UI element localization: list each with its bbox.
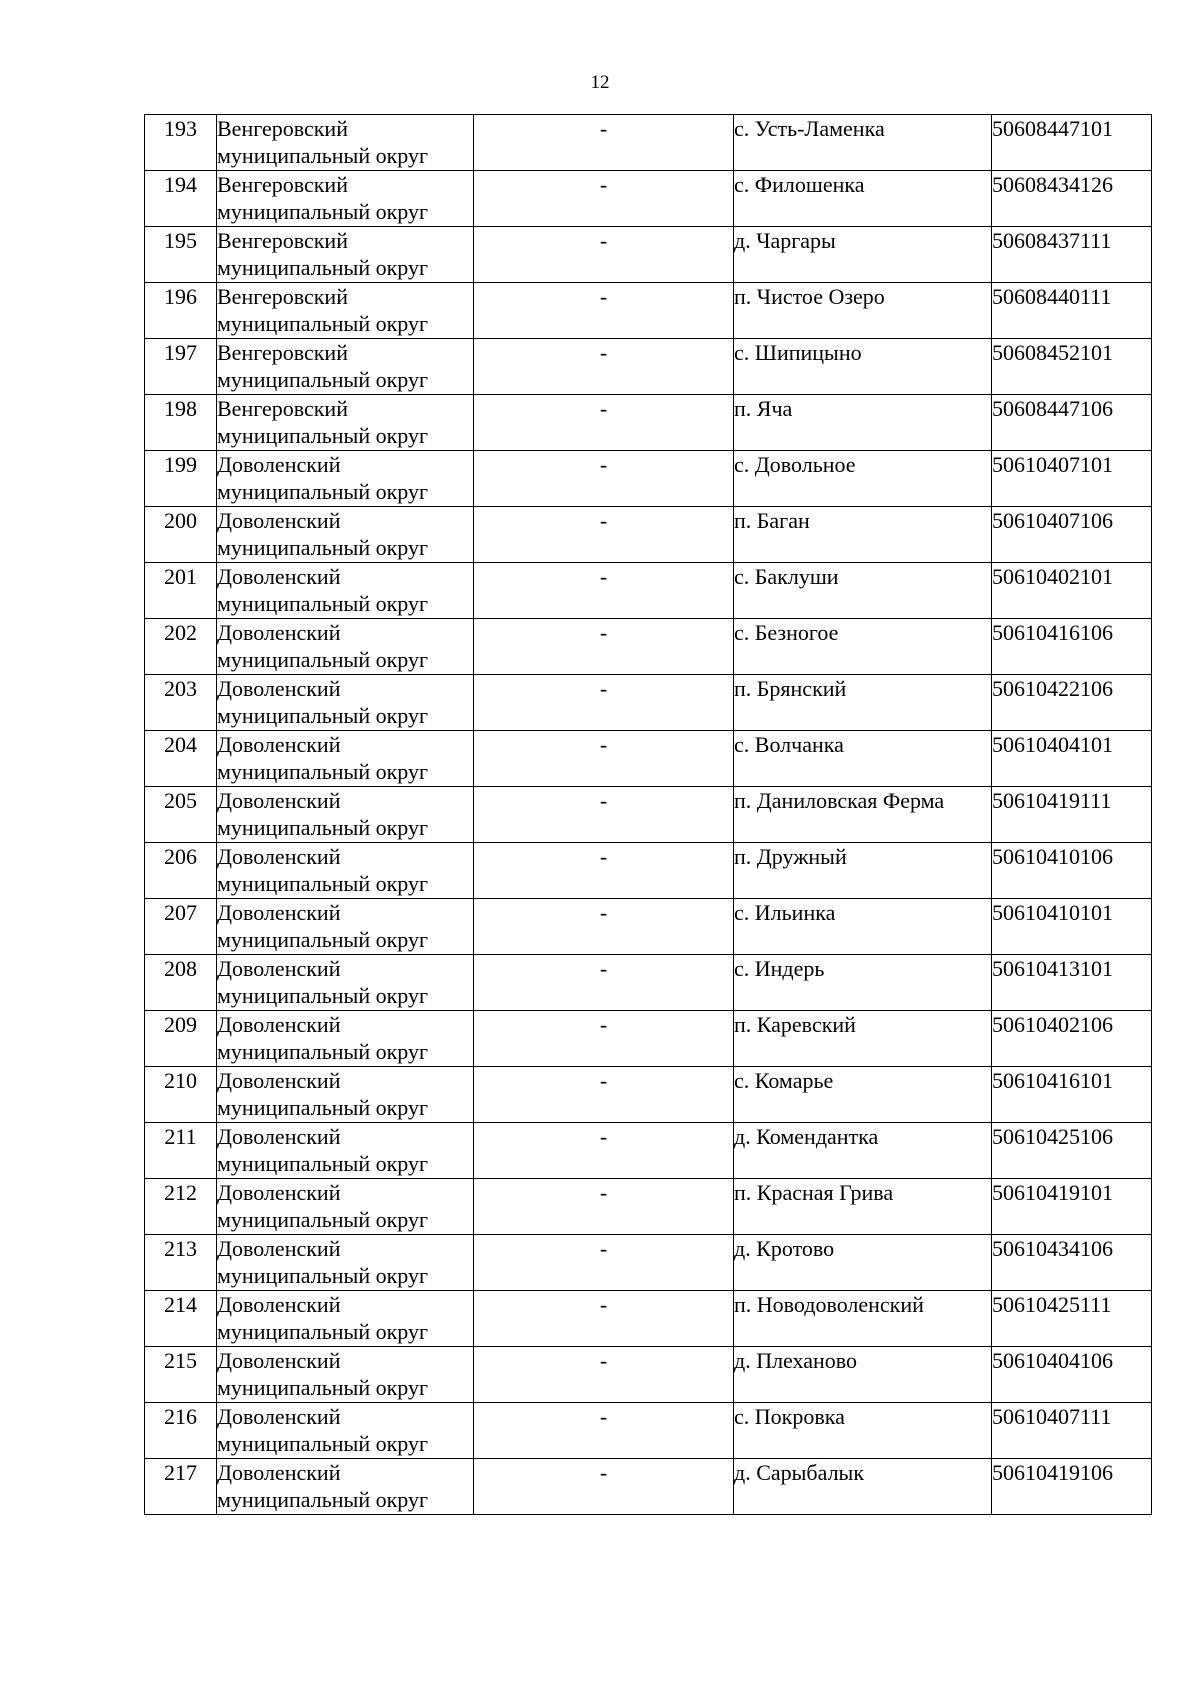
district-type: муниципальный округ [217, 199, 429, 224]
district-type: муниципальный округ [217, 1207, 429, 1232]
table-row [145, 731, 1152, 787]
district-cell [217, 1011, 474, 1067]
code-cell: 50610416101 [992, 1067, 1152, 1123]
row-number-cell: 216 [145, 1403, 217, 1459]
settlement-cell: п. Брянский [734, 675, 992, 731]
district-cell [217, 1067, 474, 1123]
dash-cell: - [474, 1123, 734, 1179]
table-row [145, 451, 1152, 507]
table-row [145, 675, 1152, 731]
table-row [145, 507, 1152, 563]
table-row [145, 1067, 1152, 1123]
district-name: Доволенский [217, 452, 341, 477]
row-number-cell: 195 [145, 227, 217, 283]
district-name: Доволенский [217, 1404, 341, 1429]
district-type: муниципальный округ [217, 591, 429, 616]
dash-cell: - [474, 1403, 734, 1459]
code-cell: 50610425111 [992, 1291, 1152, 1347]
settlement-cell: п. Красная Грива [734, 1179, 992, 1235]
code-cell: 50610416106 [992, 619, 1152, 675]
table-row [145, 1347, 1152, 1403]
table-row [145, 1011, 1152, 1067]
dash-cell: - [474, 1067, 734, 1123]
district-cell [217, 1123, 474, 1179]
row-number-cell: 203 [145, 675, 217, 731]
district-cell [217, 395, 474, 451]
dash-cell: - [474, 227, 734, 283]
table-body [145, 115, 1152, 1515]
code-cell: 50608437111 [992, 227, 1152, 283]
table-row [145, 843, 1152, 899]
district-type: муниципальный округ [217, 871, 429, 896]
table-row [145, 227, 1152, 283]
settlement-cell: д. Чаргары [734, 227, 992, 283]
dash-cell: - [474, 899, 734, 955]
district-cell [217, 1403, 474, 1459]
district-cell [217, 955, 474, 1011]
dash-cell: - [474, 787, 734, 843]
table-row [145, 115, 1152, 171]
row-number-cell: 211 [145, 1123, 217, 1179]
code-cell: 50610419106 [992, 1459, 1152, 1515]
code-cell: 50610410106 [992, 843, 1152, 899]
district-cell [217, 171, 474, 227]
table-row [145, 563, 1152, 619]
dash-cell: - [474, 1347, 734, 1403]
district-name: Доволенский [217, 1068, 341, 1093]
district-name: Венгеровский [217, 172, 348, 197]
code-cell: 50608447106 [992, 395, 1152, 451]
settlement-cell: п. Баган [734, 507, 992, 563]
table-row [145, 1123, 1152, 1179]
settlement-cell: с. Безногое [734, 619, 992, 675]
settlement-cell: п. Новодоволенский [734, 1291, 992, 1347]
district-name: Доволенский [217, 1348, 341, 1373]
row-number-cell: 200 [145, 507, 217, 563]
row-number-cell: 199 [145, 451, 217, 507]
row-number-cell: 197 [145, 339, 217, 395]
district-cell [217, 731, 474, 787]
row-number-cell: 210 [145, 1067, 217, 1123]
district-name: Доволенский [217, 788, 341, 813]
district-type: муниципальный округ [217, 311, 429, 336]
district-cell [217, 339, 474, 395]
dash-cell: - [474, 1179, 734, 1235]
district-name: Доволенский [217, 956, 341, 981]
table-row [145, 283, 1152, 339]
settlement-cell: с. Довольное [734, 451, 992, 507]
settlement-cell: с. Усть-Ламенка [734, 115, 992, 171]
settlement-cell: д. Кротово [734, 1235, 992, 1291]
row-number-cell: 209 [145, 1011, 217, 1067]
code-cell: 50610402106 [992, 1011, 1152, 1067]
district-type: муниципальный округ [217, 143, 429, 168]
table-row [145, 1179, 1152, 1235]
district-name: Доволенский [217, 1124, 341, 1149]
district-type: муниципальный округ [217, 647, 429, 672]
district-type: муниципальный округ [217, 1487, 429, 1512]
table-row [145, 1403, 1152, 1459]
row-number-cell: 201 [145, 563, 217, 619]
settlement-cell: с. Волчанка [734, 731, 992, 787]
district-type: муниципальный округ [217, 759, 429, 784]
district-name: Доволенский [217, 1236, 341, 1261]
code-cell: 50608452101 [992, 339, 1152, 395]
district-cell [217, 843, 474, 899]
page-number: 12 [590, 72, 610, 93]
code-cell: 50610404101 [992, 731, 1152, 787]
district-type: муниципальный округ [217, 703, 429, 728]
district-type: муниципальный округ [217, 927, 429, 952]
row-number-cell: 206 [145, 843, 217, 899]
district-type: муниципальный округ [217, 1039, 429, 1064]
district-type: муниципальный округ [217, 983, 429, 1008]
dash-cell: - [474, 283, 734, 339]
district-cell [217, 1291, 474, 1347]
district-type: муниципальный округ [217, 1319, 429, 1344]
dash-cell: - [474, 451, 734, 507]
district-type: муниципальный округ [217, 479, 429, 504]
table-row [145, 1459, 1152, 1515]
district-type: муниципальный округ [217, 255, 429, 280]
settlement-cell: д. Сарыбалык [734, 1459, 992, 1515]
district-type: муниципальный округ [217, 1095, 429, 1120]
settlement-cell: с. Покровка [734, 1403, 992, 1459]
code-cell: 50608440111 [992, 283, 1152, 339]
district-cell [217, 675, 474, 731]
district-cell [217, 899, 474, 955]
dash-cell: - [474, 619, 734, 675]
settlement-cell: п. Даниловская Ферма [734, 787, 992, 843]
district-name: Венгеровский [217, 284, 348, 309]
row-number-cell: 208 [145, 955, 217, 1011]
row-number-cell: 196 [145, 283, 217, 339]
table-row [145, 339, 1152, 395]
dash-cell: - [474, 843, 734, 899]
settlements-table [144, 114, 1152, 1515]
dash-cell: - [474, 563, 734, 619]
settlement-cell: с. Филошенка [734, 171, 992, 227]
district-type: муниципальный округ [217, 535, 429, 560]
code-cell: 50610434106 [992, 1235, 1152, 1291]
district-type: муниципальный округ [217, 1431, 429, 1456]
row-number-cell: 205 [145, 787, 217, 843]
code-cell: 50610407106 [992, 507, 1152, 563]
row-number-cell: 202 [145, 619, 217, 675]
row-number-cell: 198 [145, 395, 217, 451]
dash-cell: - [474, 1459, 734, 1515]
district-type: муниципальный округ [217, 1375, 429, 1400]
district-cell [217, 1235, 474, 1291]
code-cell: 50610407101 [992, 451, 1152, 507]
district-name: Доволенский [217, 1012, 341, 1037]
district-type: муниципальный округ [217, 423, 429, 448]
row-number-cell: 215 [145, 1347, 217, 1403]
dash-cell: - [474, 675, 734, 731]
district-type: муниципальный округ [217, 367, 429, 392]
row-number-cell: 193 [145, 115, 217, 171]
district-name: Доволенский [217, 732, 341, 757]
district-name: Венгеровский [217, 228, 348, 253]
district-cell [217, 619, 474, 675]
code-cell: 50610422106 [992, 675, 1152, 731]
district-name: Доволенский [217, 1292, 341, 1317]
dash-cell: - [474, 1291, 734, 1347]
dash-cell: - [474, 395, 734, 451]
table-row [145, 899, 1152, 955]
district-cell [217, 507, 474, 563]
district-cell [217, 451, 474, 507]
code-cell: 50610402101 [992, 563, 1152, 619]
district-name: Доволенский [217, 844, 341, 869]
dash-cell: - [474, 507, 734, 563]
table-row [145, 1235, 1152, 1291]
settlement-cell: п. Яча [734, 395, 992, 451]
district-name: Доволенский [217, 564, 341, 589]
dash-cell: - [474, 955, 734, 1011]
settlement-cell: с. Шипицыно [734, 339, 992, 395]
table-row [145, 395, 1152, 451]
district-name: Доволенский [217, 508, 341, 533]
dash-cell: - [474, 731, 734, 787]
dash-cell: - [474, 115, 734, 171]
row-number-cell: 212 [145, 1179, 217, 1235]
dash-cell: - [474, 1235, 734, 1291]
settlement-cell: с. Комарье [734, 1067, 992, 1123]
code-cell: 50610413101 [992, 955, 1152, 1011]
district-cell [217, 1179, 474, 1235]
dash-cell: - [474, 171, 734, 227]
settlement-cell: с. Индерь [734, 955, 992, 1011]
table-row [145, 1291, 1152, 1347]
district-name: Доволенский [217, 900, 341, 925]
settlement-cell: д. Плеханово [734, 1347, 992, 1403]
settlement-cell: п. Чистое Озеро [734, 283, 992, 339]
settlement-cell: п. Каревский [734, 1011, 992, 1067]
settlement-cell: д. Комендантка [734, 1123, 992, 1179]
code-cell: 50610425106 [992, 1123, 1152, 1179]
district-cell [217, 227, 474, 283]
table-row [145, 171, 1152, 227]
row-number-cell: 213 [145, 1235, 217, 1291]
district-name: Доволенский [217, 1460, 341, 1485]
district-type: муниципальный округ [217, 815, 429, 840]
code-cell: 50608447101 [992, 115, 1152, 171]
row-number-cell: 217 [145, 1459, 217, 1515]
settlement-cell: с. Баклуши [734, 563, 992, 619]
code-cell: 50610410101 [992, 899, 1152, 955]
dash-cell: - [474, 339, 734, 395]
row-number-cell: 214 [145, 1291, 217, 1347]
district-name: Венгеровский [217, 396, 348, 421]
dash-cell: - [474, 1011, 734, 1067]
code-cell: 50608434126 [992, 171, 1152, 227]
district-name: Доволенский [217, 620, 341, 645]
district-cell [217, 787, 474, 843]
row-number-cell: 204 [145, 731, 217, 787]
district-name: Доволенский [217, 676, 341, 701]
code-cell: 50610419111 [992, 787, 1152, 843]
district-cell [217, 1347, 474, 1403]
settlement-cell: с. Ильинка [734, 899, 992, 955]
settlement-cell: п. Дружный [734, 843, 992, 899]
district-name: Венгеровский [217, 340, 348, 365]
code-cell: 50610407111 [992, 1403, 1152, 1459]
district-cell [217, 1459, 474, 1515]
district-name: Доволенский [217, 1180, 341, 1205]
district-cell [217, 283, 474, 339]
district-type: муниципальный округ [217, 1151, 429, 1176]
district-name: Венгеровский [217, 116, 348, 141]
district-cell [217, 563, 474, 619]
code-cell: 50610404106 [992, 1347, 1152, 1403]
table-row [145, 955, 1152, 1011]
code-cell: 50610419101 [992, 1179, 1152, 1235]
table-row [145, 787, 1152, 843]
row-number-cell: 207 [145, 899, 217, 955]
district-cell [217, 115, 474, 171]
row-number-cell: 194 [145, 171, 217, 227]
district-type: муниципальный округ [217, 1263, 429, 1288]
table-row [145, 619, 1152, 675]
